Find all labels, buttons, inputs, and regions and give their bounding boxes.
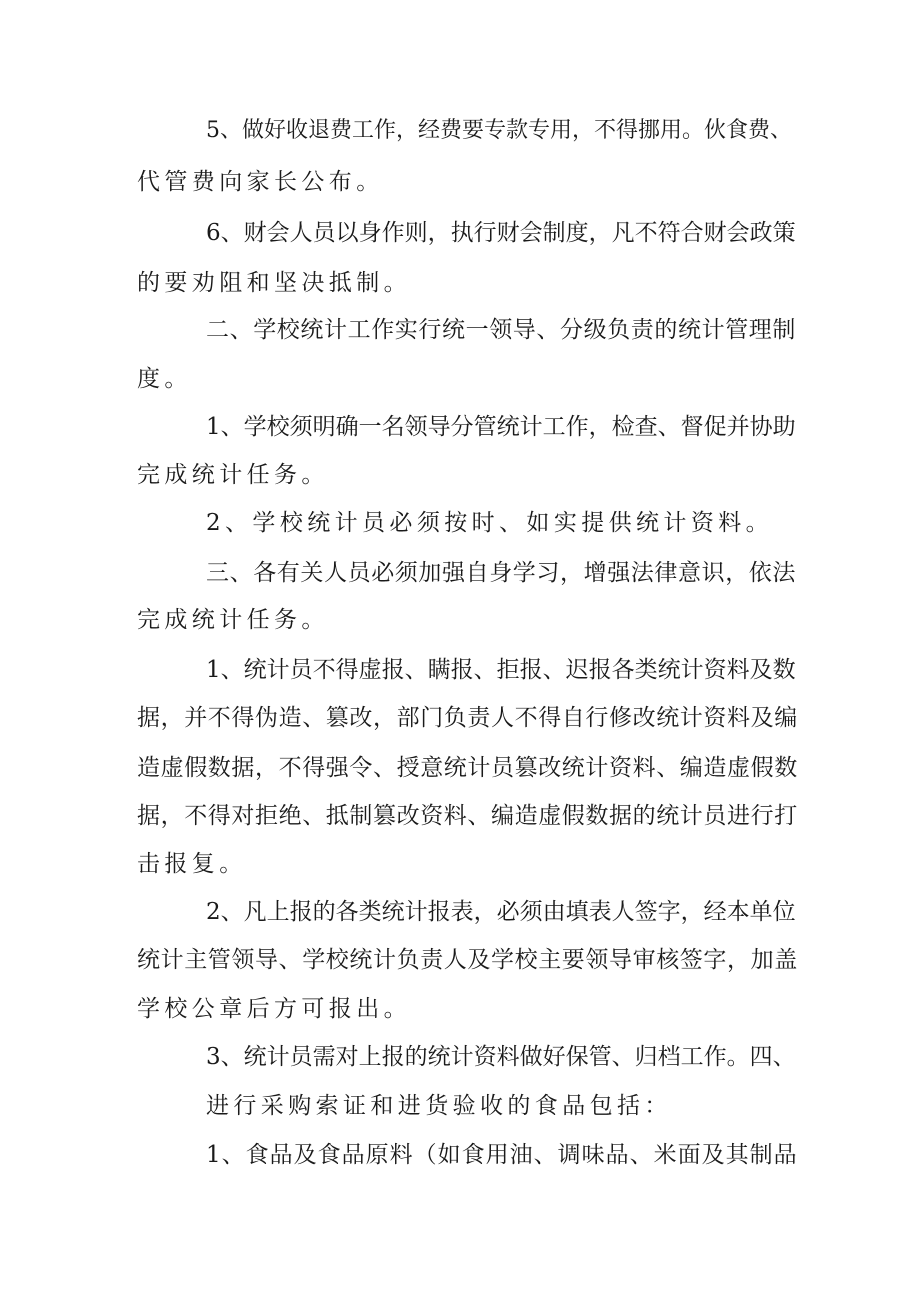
text-line: 代管费向家长公布。 xyxy=(137,169,384,195)
text-line: 完成统计任务。 xyxy=(137,462,329,488)
text-line: 的要劝阻和坚决抵制。 xyxy=(137,270,411,296)
text-line: 5、做好收退费工作，经费要专款专用，不得挪用。伙食费、 xyxy=(206,118,792,143)
text-line: 完成统计任务。 xyxy=(137,607,329,633)
text-line: 三、各有关人员必须加强自身学习，增强法律意识，依法 xyxy=(206,560,796,586)
text-line: 进行采购索证和进货验收的食品包括： xyxy=(206,1093,672,1119)
text-line: 1、统计员不得虚报、瞒报、拒报、迟报各类统计资料及数 xyxy=(206,657,796,683)
text-line: 二、学校统计工作实行统一领导、分级负责的统计管理制 xyxy=(206,317,796,343)
text-line: 据，并不得伪造、篡改，部门负责人不得自行修改统计资料及编 xyxy=(137,705,798,731)
text-line: 2、学校统计员必须按时、如实提供统计资料。 xyxy=(206,510,774,536)
text-line: 6、财会人员以身作则，执行财会制度，凡不符合财会政策 xyxy=(206,220,796,246)
text-line: 击报复。 xyxy=(137,851,247,877)
text-line: 1、学校须明确一名领导分管统计工作，检查、督促并协助 xyxy=(206,414,796,440)
text-line: 统计主管领导、学校统计负责人及学校主要领导审核签字，加盖 xyxy=(137,947,798,973)
text-line: 1、食品及食品原料（如食用油、调味品、米面及其制品 xyxy=(206,1142,798,1168)
text-line: 学校公章后方可报出。 xyxy=(137,996,411,1022)
text-line: 度。 xyxy=(137,366,192,392)
text-line: 造虚假数据，不得强令、授意统计员篡改统计资料、编造虚假数 xyxy=(137,755,798,781)
text-line: 据，不得对拒绝、抵制篡改资料、编造虚假数据的统计员进行打 xyxy=(137,803,798,829)
text-line: 2、凡上报的各类统计报表，必须由填表人签字，经本单位 xyxy=(206,899,796,925)
text-line: 3、统计员需对上报的统计资料做好保管、归档工作。四、 xyxy=(206,1044,796,1070)
